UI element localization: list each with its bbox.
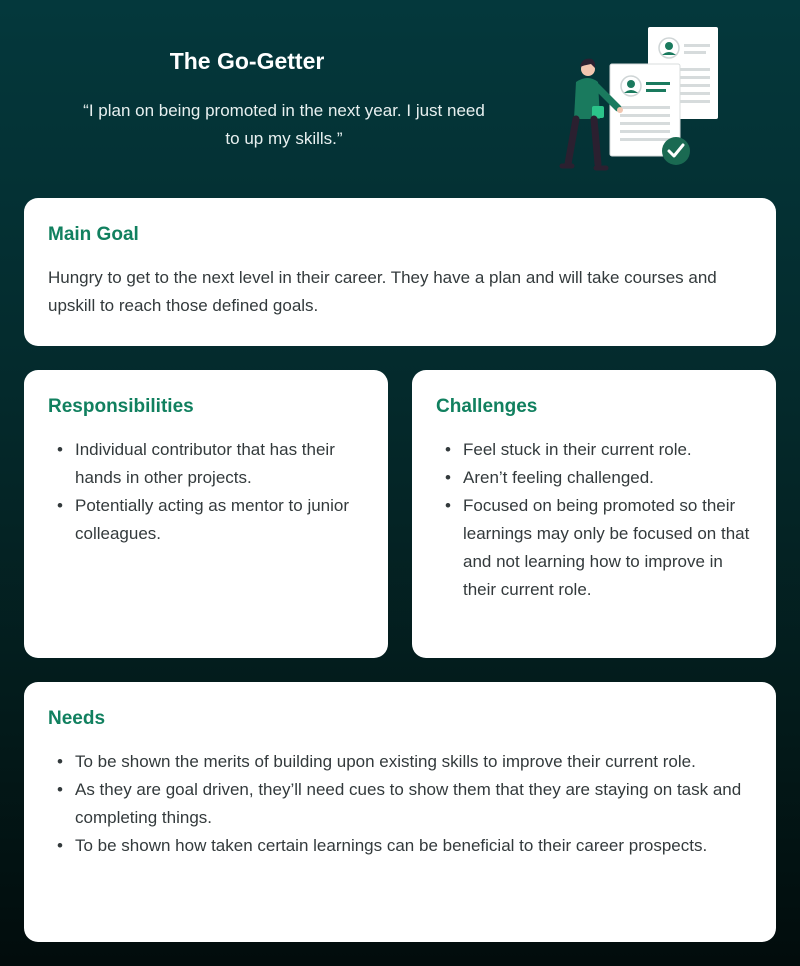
needs-list <box>48 748 758 860</box>
challenges-card <box>412 370 776 658</box>
needs-card <box>24 682 776 942</box>
main-goal-heading: Main Goal <box>48 224 139 245</box>
main-goal-card <box>24 198 776 346</box>
persona-title: The Go-Getter <box>169 48 325 74</box>
list-item: • Individual contributor that has their hands in other projects. <box>48 436 370 492</box>
list-item: • Aren’t feeling challenged. <box>436 464 758 492</box>
challenges-heading: Challenges <box>436 396 538 417</box>
list-item: • As they are goal driven, they’ll need cues to show them that they are staying on task and completing things. <box>48 776 758 832</box>
list-item: • To be shown the merits of building upon existing skills to improve their current role. <box>48 748 758 776</box>
needs-heading: Needs <box>48 708 106 729</box>
challenges-list <box>436 436 758 604</box>
list-item: • Potentially acting as mentor to junior colleagues. <box>48 492 370 548</box>
main-goal-text: Hungry to get to the next level in their career. They have a plan and will take courses and upskill to reach those defined goals. <box>48 268 717 315</box>
persona-quote: “I plan on being promoted in the next year. I just need to up my skills.” <box>83 101 485 148</box>
responsibilities-card <box>24 370 388 658</box>
persona-header <box>0 0 800 198</box>
responsibilities-list <box>48 436 370 548</box>
list-item: • Feel stuck in their current role. <box>436 436 758 464</box>
list-item: • Focused on being promoted so their learnings may only be focused on that and not learning how to improve in their current role. <box>436 492 758 604</box>
person-with-resumes-illustration <box>552 24 732 176</box>
list-item: • To be shown how taken certain learnings can be beneficial to their career prospects. <box>48 832 758 860</box>
responsibilities-heading: Responsibilities <box>48 396 194 417</box>
